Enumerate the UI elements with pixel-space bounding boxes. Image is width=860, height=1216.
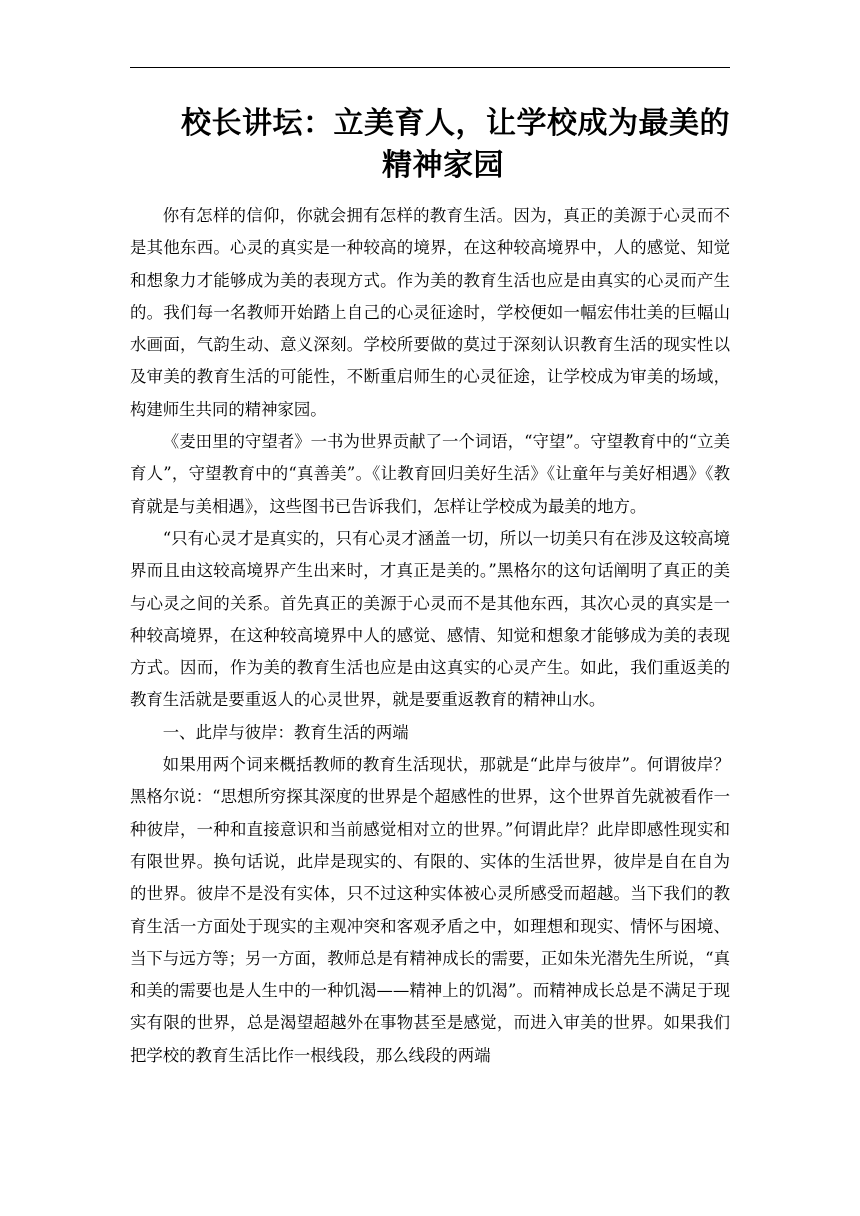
section-heading: 一、此岸与彼岸：教育生活的两端	[162, 722, 409, 742]
title-line-2: 精神家园	[382, 148, 504, 183]
paragraph: 《麦田里的守望者》一书为世界贡献了一个词语，“守望”。守望教育中的“立美育人”，守望教育中的“真善美”。《让教育回归美好生活》《让童年与美好相遇》《教育就是与美相遇》，这些图书已告诉我们，怎样让学校成为最美的地方。	[130, 432, 730, 516]
document-title	[130, 103, 730, 187]
paragraph: 你有怎样的信仰，你就会拥有怎样的教育生活。因为，真正的美源于心灵而不是其他东西。心灵的真实是一种较高的境界，在这种较高境界中，人的感觉、知觉和想象力才能够成为美的表现方式。作为美的教育生活也应是由真实的心灵而产生的。我们每一名教师开始踏上自己的心灵征途时，学校便如一幅宏伟壮美的巨幅山水画面，气韵生动、意义深刻。学校所要做的莫过于深刻认识教育生活的现实性以及审美的教育生活的可能性，不断重启师生的心灵征途，让学校成为审美的场域，构建师生共同的精神家园。	[130, 206, 730, 419]
document-body	[130, 200, 730, 1072]
paragraph: 如果用两个词来概括教师的教育生活现状，那就是“此岸与彼岸”。何谓彼岸？黑格尔说：“思想所穷探其深度的世界是个超感性的世界，这个世界首先就被看作一种彼岸，一种和直接意识和当前感觉相对立的世界。”何谓此岸？此岸即感性现实和有限世界。换句话说，此岸是现实的、有限的、实体的生活世界，彼岸是自在自为的世界。彼岸不是没有实体，只不过这种实体被心灵所感受而超越。当下我们的教育生活一方面处于现实的主观冲突和客观矛盾之中，如理想和现实、情怀与困境、当下与远方等；另一方面，教师总是有精神成长的需要，正如朱光潜先生所说，“真和美的需要也是人生中的一种饥渴——精神上的饥渴”。而精神成长总是不满足于现实有限的世界，总是渴望超越外在事物甚至是感觉，而进入审美的世界。如果我们把学校的教育生活比作一根线段，那么线段的两端	[130, 755, 730, 1065]
paragraph: “只有心灵才是真实的，只有心灵才涵盖一切，所以一切美只有在涉及这较高境界而且由这较高境界产生出来时，才真正是美的。”黑格尔的这句话阐明了真正的美与心灵之间的关系。首先真正的美源于心灵而不是其他东西，其次心灵的真实是一种较高境界，在这种较高境界中人的感觉、感情、知觉和想象才能够成为美的表现方式。因而，作为美的教育生活也应是由这真实的心灵产生。如此，我们重返美的教育生活就是要重返人的心灵世界，就是要重返教育的精神山水。	[130, 528, 730, 710]
title-line-1: 校长讲坛：立美育人，让学校成为最美的	[181, 106, 730, 141]
header-rule	[130, 67, 730, 68]
